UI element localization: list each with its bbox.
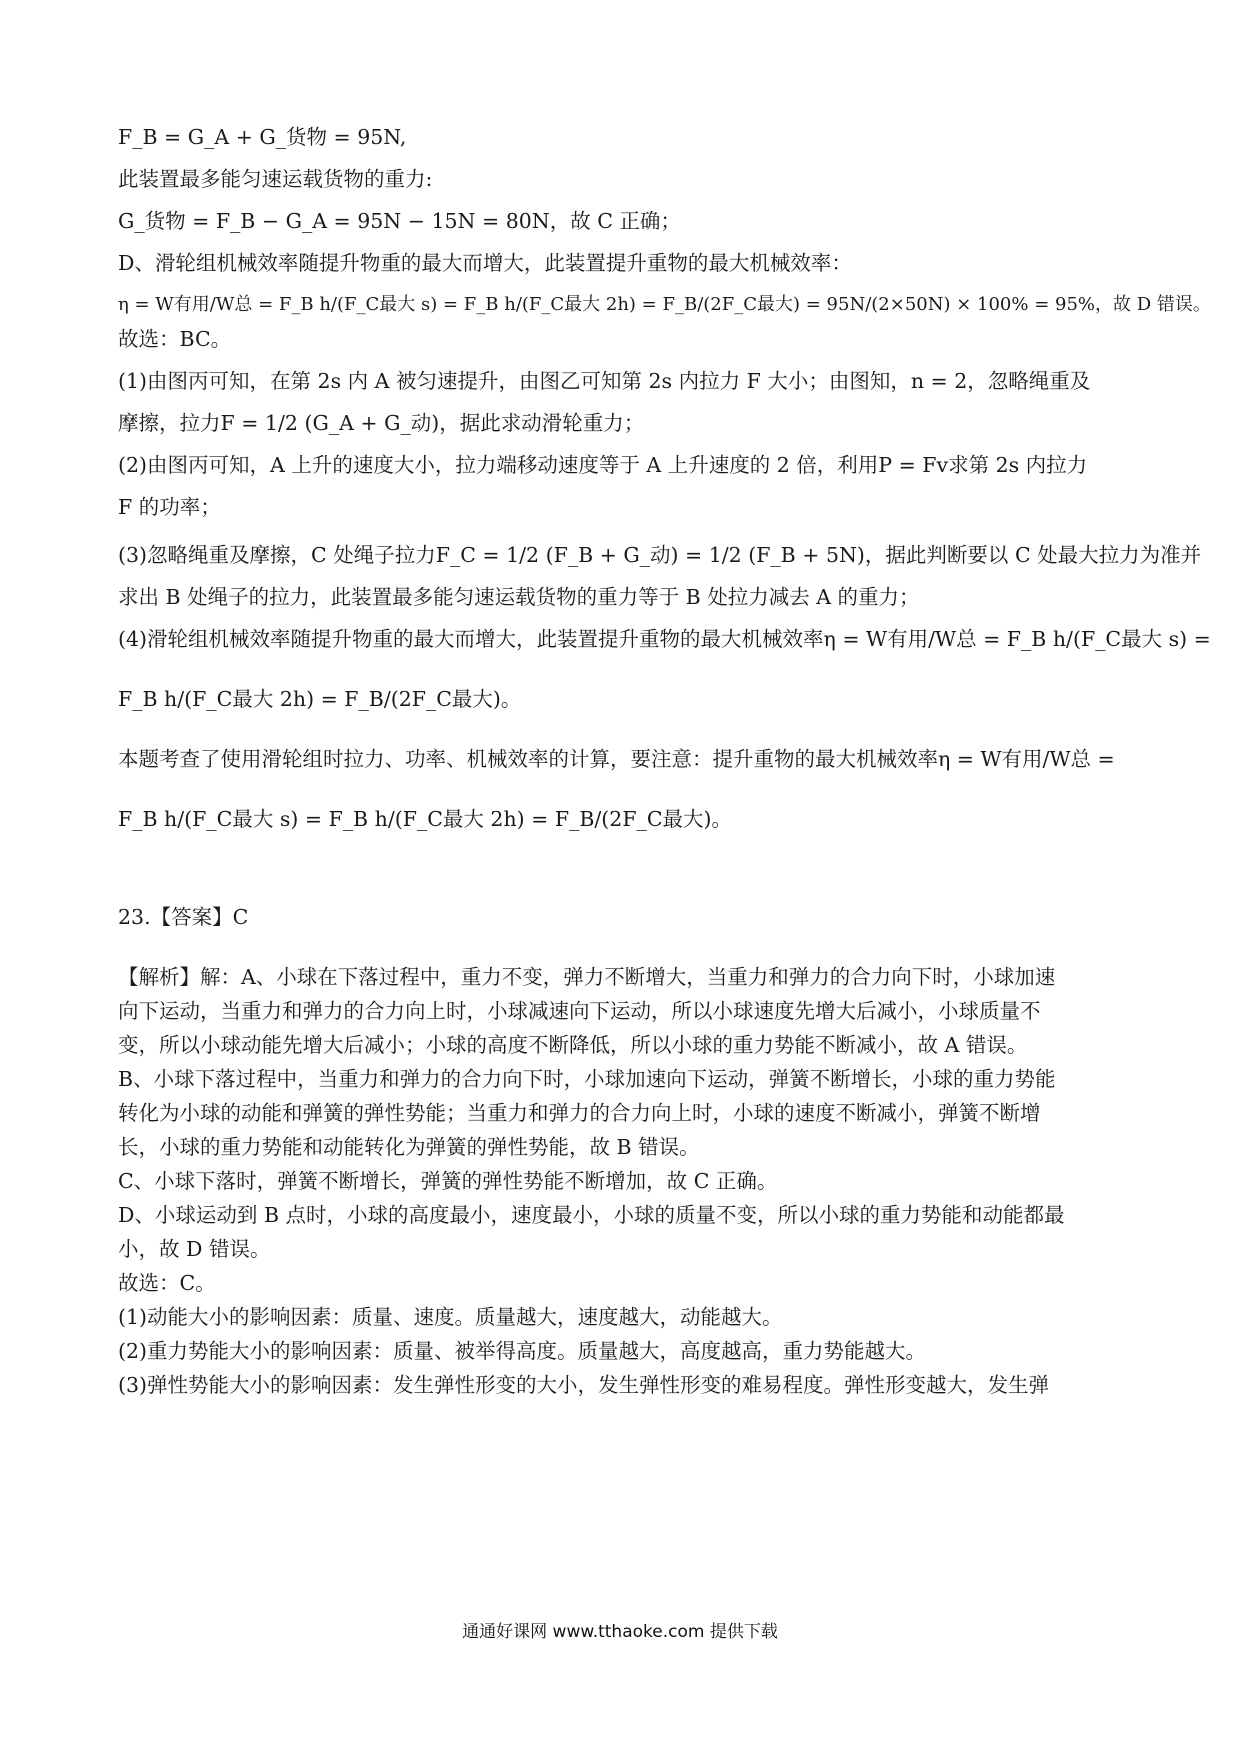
- text-line: F_B = G_A + G_货物 = 95N,: [118, 125, 407, 149]
- text-line: 求出 B 处绳子的拉力，此装置最多能匀速运载货物的重力等于 B 处拉力减去 A 的重力；: [118, 585, 920, 609]
- text-line: 此装置最多能匀速运载货物的重力:: [118, 167, 433, 191]
- text-line: 长，小球的重力势能和动能转化为弹簧的弹性势能，故 B 错误。: [118, 1135, 700, 1159]
- text-line: (2)重力势能大小的影响因素：质量、被举得高度。质量越大，高度越高，重力势能越大。: [118, 1339, 927, 1363]
- document-body: [118, 120, 1211, 1402]
- text-line: 故选：BC。: [118, 327, 232, 351]
- text-line: F_B h/(F_C最大 s) = F_B h/(F_C最大 2h) = F_B/(2F_C最大)。: [118, 807, 732, 831]
- text-line: 故选：C。: [118, 1271, 216, 1295]
- text-line: (4)滑轮组机械效率随提升物重的最大而增大，此装置提升重物的最大机械效率η = W有用/W总 = F_B h/(F_C最大 s) =: [118, 627, 1211, 651]
- text-line: F 的功率；: [118, 495, 221, 519]
- answer-heading: 23.【答案】C: [118, 905, 249, 929]
- text-line: C、小球下落时，弹簧不断增长，弹簧的弹性势能不断增加，故 C 正确。: [118, 1169, 778, 1193]
- page-footer: 通通好课网 www.tthaoke.com 提供下载: [462, 1622, 778, 1642]
- text-line: (1)由图丙可知，在第 2s 内 A 被匀速提升，由图乙可知第 2s 内拉力 F 大小；由图知，n = 2，忽略绳重及: [118, 369, 1091, 393]
- text-line: D、小球运动到 B 点时，小球的高度最小，速度最小，小球的质量不变，所以小球的重力势能和动能都最: [118, 1203, 1065, 1227]
- text-line: 向下运动，当重力和弹力的合力向上时，小球减速向下运动，所以小球速度先增大后减小，小球质量不: [118, 999, 1041, 1023]
- text-line: 摩擦，拉力F = 1/2 (G_A + G_动)，据此求动滑轮重力；: [118, 411, 645, 435]
- text-line: 变，所以小球动能先增大后减小；小球的高度不断降低，所以小球的重力势能不断减小，故 A 错误。: [118, 1033, 1028, 1057]
- text-line: 转化为小球的动能和弹簧的弹性势能；当重力和弹力的合力向上时，小球的速度不断减小，弹簧不断增: [118, 1101, 1041, 1125]
- text-line: 小，故 D 错误。: [118, 1237, 271, 1261]
- text-line: 本题考查了使用滑轮组时拉力、功率、机械效率的计算，要注意：提升重物的最大机械效率η = W有用/W总 =: [118, 747, 1115, 771]
- text-line: (3)忽略绳重及摩擦，C 处绳子拉力F_C = 1/2 (F_B + G_动) = 1/2 (F_B + 5N)，据此判断要以 C 处最大拉力为准并: [118, 543, 1202, 567]
- text-line: 【解析】解：A、小球在下落过程中，重力不变，弹力不断增大，当重力和弹力的合力向下时，小球加速: [118, 965, 1056, 989]
- text-line: η = W有用/W总 = F_B h/(F_C最大 s) = F_B h/(F_C最大 2h) = F_B/(2F_C最大) = 95N/(2×50N) × 100% = 95%，故 D 错误。: [118, 294, 1211, 315]
- text-line: F_B h/(F_C最大 2h) = F_B/(2F_C最大)。: [118, 687, 522, 711]
- text-line: B、小球下落过程中，当重力和弹力的合力向下时，小球加速向下运动，弹簧不断增长，小球的重力势能: [118, 1067, 1056, 1091]
- text-line: G_货物 = F_B − G_A = 95N − 15N = 80N，故 C 正确；: [118, 209, 681, 233]
- text-line: (1)动能大小的影响因素：质量、速度。质量越大，速度越大，动能越大。: [118, 1305, 783, 1329]
- text-line: (3)弹性势能大小的影响因素：发生弹性形变的大小，发生弹性形变的难易程度。弹性形变越大，发生弹: [118, 1373, 1050, 1397]
- text-line: (2)由图丙可知，A 上升的速度大小，拉力端移动速度等于 A 上升速度的 2 倍，利用P = Fv求第 2s 内拉力: [118, 453, 1088, 477]
- text-line: D、滑轮组机械效率随提升物重的最大而增大，此装置提升重物的最大机械效率：: [118, 251, 852, 275]
